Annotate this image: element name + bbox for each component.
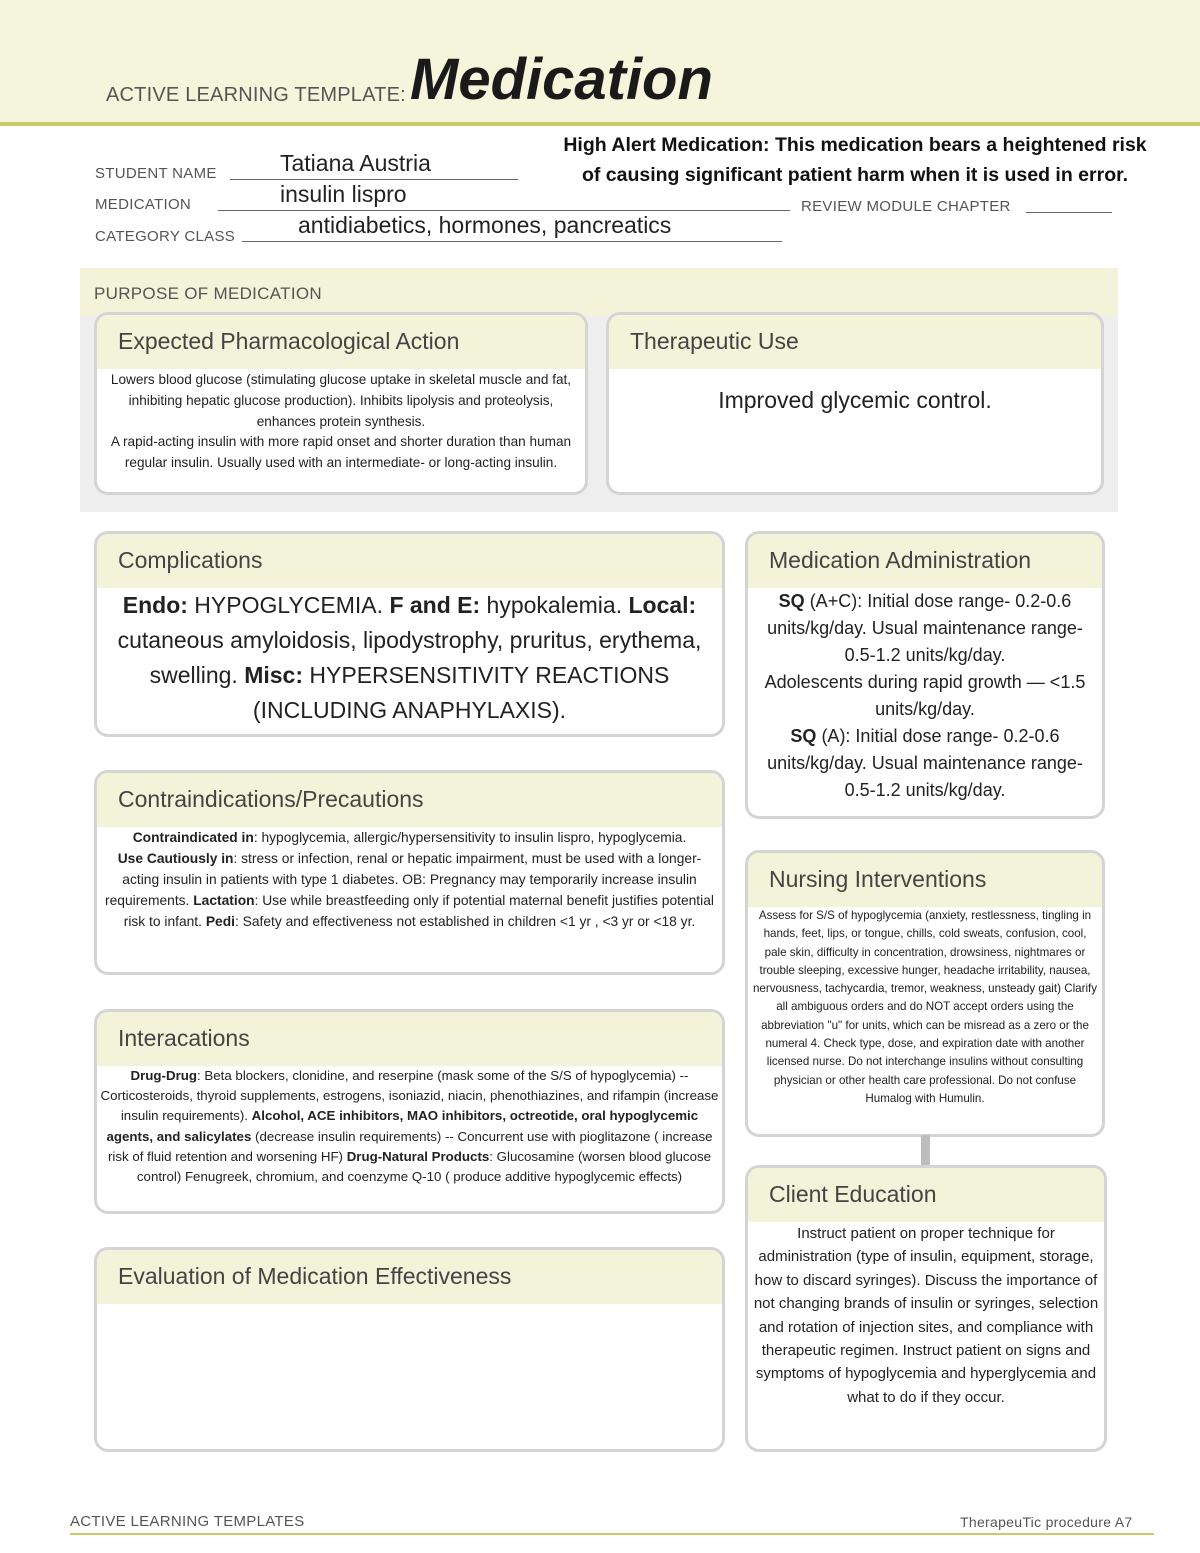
expected-action-body[interactable]	[97, 369, 585, 474]
use-cautiously-label: Use Cautiously in	[117, 851, 234, 866]
drug-drug-label: Drug-Drug	[130, 1068, 197, 1083]
template-label: ACTIVE LEARNING TEMPLATE:	[106, 84, 406, 106]
review-module-line	[1026, 212, 1112, 213]
drug-drug-text-2: (decrease insulin requirements) -- Concurrent use with pioglitazone ( increase risk of fluid retention and worsening HF)	[107, 1128, 713, 1164]
medication-line	[218, 210, 790, 211]
therapeutic-use-body[interactable]: Improved glycemic control.	[718, 387, 992, 413]
footer-divider	[70, 1533, 1154, 1535]
category-class-line	[242, 241, 782, 242]
footer-left-label: ACTIVE LEARNING TEMPLATES	[70, 1513, 305, 1530]
complications-misc-label: Misc:	[244, 662, 304, 688]
complications-local-label: Local:	[628, 592, 697, 618]
complications-title: Complications	[97, 534, 722, 588]
complications-misc-text: HYPERSENSITIVITY REACTIONS (INCLUDING ANAPHYLAXIS).	[252, 662, 670, 723]
administration-sq-a-label: SQ	[790, 726, 817, 746]
therapeutic-use-card	[606, 312, 1104, 495]
expected-action-text-1: Lowers blood glucose (stimulating glucose uptake in skeletal muscle and fat, inhibiting hepatic glucose production). Inhibits lipolysis and proteolysis, enhances protein synthesis.	[110, 372, 572, 429]
contraindications-card	[94, 770, 725, 975]
administration-title: Medication Administration	[748, 534, 1102, 588]
complications-endo-text: HYPOGLYCEMIA.	[187, 592, 390, 618]
client-education-card	[745, 1165, 1107, 1452]
complications-fe-text: hypokalemia.	[480, 592, 629, 618]
drug-drug-text-1: : Beta blockers, clonidine, and reserpine (mask some of the S/S of hypoglycemia) -- Corticosteroids, thyroid supplements, estrogens, isoniazid, niacin, phenothiazines, and rifampin (increase insulin requirements).	[100, 1068, 719, 1124]
high-alert-notice	[530, 130, 1180, 190]
expected-action-card	[94, 312, 588, 495]
review-module-label: REVIEW MODULE CHAPTER	[801, 198, 1011, 215]
contraindicated-label: Contraindicated in	[132, 830, 254, 845]
high-alert-line-2: of causing significant patient harm when it is used in error.	[581, 164, 1129, 186]
purpose-label: PURPOSE OF MEDICATION	[94, 284, 322, 303]
administration-sq-a-text: (A): Initial dose range- 0.2-0.6 units/kg/day. Usual maintenance range-0.5-1.2 units/kg/day.	[767, 726, 1083, 800]
administration-adolescents-text: Adolescents during rapid growth — <1.5 units/kg/day.	[764, 672, 1086, 719]
therapeutic-use-title: Therapeutic Use	[609, 315, 1101, 369]
interactions-title: Interacations	[97, 1012, 722, 1066]
evaluation-title: Evaluation of Medication Effectiveness	[97, 1250, 722, 1304]
nursing-interventions-title: Nursing Interventions	[748, 853, 1102, 907]
lactation-label: Lactation	[193, 893, 255, 908]
expected-action-text-2: A rapid-acting insulin with more rapid onset and shorter duration than human regular insulin. Usually used with an intermediate- or long-acting insulin.	[110, 434, 572, 471]
student-name-line	[230, 179, 518, 180]
nursing-interventions-body[interactable]: Assess for S/S of hypoglycemia (anxiety, restlessness, tingling in hands, feet, lips, or tongue, chills, cold sweats, confusion, cool, pale skin, difficulty in concentration, drowsiness, nightmares or trouble sleeping, excessive hunger, headache irritability, nausea, nervousness, tachycardia, tremor, weakness, unsteady gait) Clarify all ambiguous orders and do NOT accept orders using the abbreviation "u" for units, which can be misread as a zero or the numeral 4. Check type, dose, and expiration date with another licensed nurse. Do not interchange insulins without consulting physician or other health care professional. Do not confuse Humalog with Humulin.	[752, 909, 1098, 1105]
nursing-interventions-card	[745, 850, 1105, 1137]
pedi-text: : Safety and effectiveness not established in children <1 yr , <3 yr or <18 yr.	[234, 914, 696, 929]
header-divider	[0, 122, 1200, 126]
nursing-client-connector	[921, 1135, 930, 1165]
drug-natural-label: Drug-Natural Products	[346, 1148, 490, 1164]
complications-body[interactable]	[97, 588, 722, 728]
lactation-text: : Use while breastfeeding only if potential maternal benefit justifies potential risk to infant.	[123, 893, 714, 929]
evaluation-card	[94, 1247, 725, 1452]
administration-sq-ac-label: SQ	[778, 591, 805, 611]
high-alert-line-1: High Alert Medication: This medication bears a heightened risk	[563, 134, 1147, 156]
complications-card	[94, 531, 725, 737]
complications-fe-label: F and E:	[389, 592, 481, 618]
complications-local-text: cutaneous amyloidosis, lipodystrophy, pruritus, erythema, swelling.	[117, 627, 702, 688]
student-name-value[interactable]: Tatiana Austria	[280, 150, 431, 176]
drug-natural-text: : Glucosamine (worsen blood glucose control) Fenugreek, chromium, and coenzyme Q-10 ( produce additive hypoglycemic effects)	[136, 1148, 712, 1185]
administration-card	[745, 531, 1105, 819]
use-cautiously-text: : stress or infection, renal or hepatic impairment, must be used with a longer-acting insulin in patients with type 1 diabetes. OB: Pregnancy may temporarily increase insulin requirements.	[105, 851, 702, 908]
contraindications-body[interactable]	[97, 827, 722, 932]
pedi-label: Pedi	[205, 914, 235, 929]
page-title: Medication	[410, 47, 713, 112]
evaluation-body[interactable]	[97, 1304, 722, 1312]
category-class-label: CATEGORY CLASS	[95, 228, 236, 245]
expected-action-title: Expected Pharmacological Action	[97, 315, 585, 369]
medication-value[interactable]: insulin lispro	[280, 181, 407, 207]
drug-drug-bold-agents: Alcohol, ACE inhibitors, MAO inhibitors, octreotide, oral hypoglycemic agents, and salicylates	[106, 1108, 699, 1144]
medication-label: MEDICATION	[95, 196, 192, 213]
footer-right-label: TherapeuTic procedure A7	[960, 1514, 1133, 1530]
administration-body[interactable]	[748, 588, 1102, 804]
contraindications-title: Contraindications/Precautions	[97, 773, 722, 827]
administration-sq-ac-text: (A+C): Initial dose range- 0.2-0.6 units/kg/day. Usual maintenance range-0.5-1.2 units/kg/day.	[767, 591, 1083, 665]
interactions-body[interactable]	[97, 1066, 722, 1187]
complications-endo-label: Endo:	[122, 592, 188, 618]
client-education-title: Client Education	[748, 1168, 1104, 1222]
interactions-card	[94, 1009, 725, 1214]
student-name-label: STUDENT NAME	[95, 165, 217, 182]
category-class-value[interactable]: antidiabetics, hormones, pancreatics	[298, 212, 672, 238]
client-education-body[interactable]: Instruct patient on proper technique for administration (type of insulin, equipment, storage, how to discard syringes). Discuss the importance of not changing brands of insulin or syringes, selection and rotation of injection sites, and compliance with therapeutic regimen. Instruct patient on signs and symptoms of hypoglycemia and hyperglycemia and what to do if they occur.	[753, 1225, 1099, 1406]
contraindicated-text: : hypoglycemia, allergic/hypersensitivity to insulin lispro, hypoglycemia.	[253, 830, 687, 845]
